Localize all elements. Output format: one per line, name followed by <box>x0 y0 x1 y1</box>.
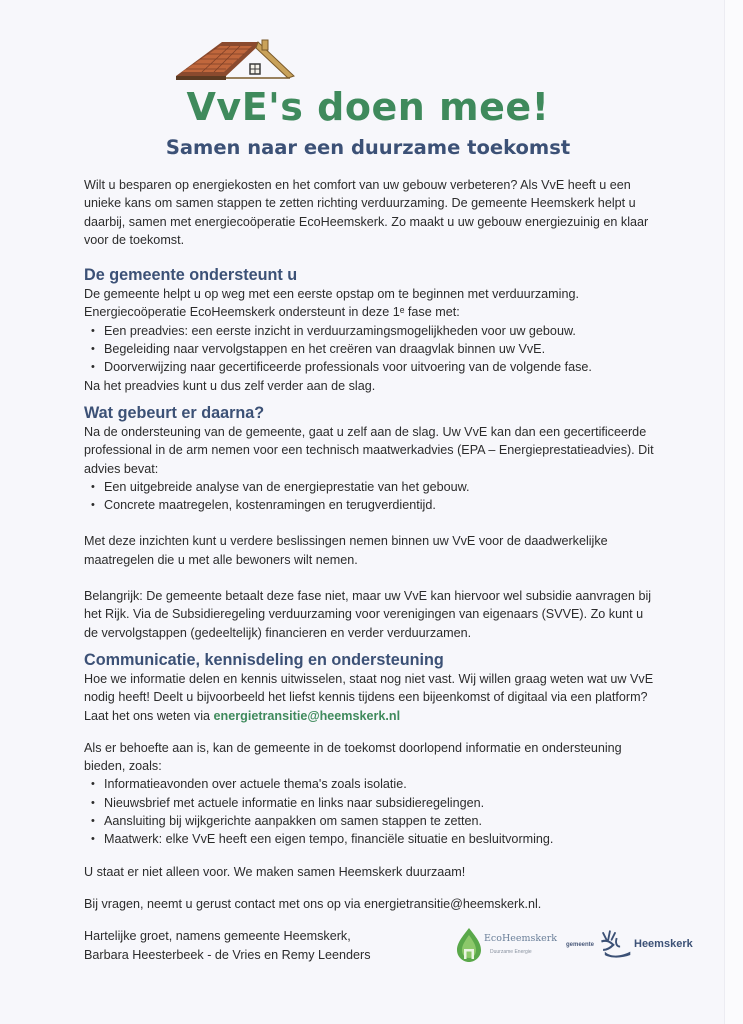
list-item: • Maatwerk: elke VvE heeft een eigen tempo, financiële situatie en besluitvorming. <box>84 830 656 848</box>
leaf-flame-icon <box>456 927 482 963</box>
section-heading-communication: Communicatie, kennisdeling en ondersteuning <box>84 650 444 669</box>
section2-important: Belangrijk: De gemeente betaalt deze fase niet, maar uw VvE kan hiervoor wel subsidie aanvragen bij het Rijk. Via de Subsidieregeling verduurzaming voor verenigingen van eigenaars (SVVE). Zo kunt u de vervolgstappen (gedeeltelijk) financieren en verder verduurzamen. <box>84 589 652 640</box>
intro-paragraph: Wilt u besparen op energiekosten en het comfort van uw gebouw verbeteren? Als VvE heeft u een unieke kans om samen stappen te zetten richting verduurzaming. De gemeente Heemskerk helpt u daarbij, samen met energiecoöperatie EcoHeemskerk. Zo maakt u uw gebouw energiezuinig en klaar voor de toekomst. <box>84 178 649 247</box>
ecoheemskerk-logo <box>456 927 556 967</box>
section3-intro-text: Hoe we informatie delen en kennis uitwisselen, staat nog niet vast. Wij willen graag weten wat uw VvE nodig heeft! Deelt u bijvoorbeeld het liefst kennis tijdens een bijeenkomst of digitaal via een platform? Laat het ons weten via <box>84 671 654 723</box>
list-item: • Informatieavonden over actuele thema's zoals isolatie. <box>84 775 656 793</box>
letter-body <box>84 176 693 971</box>
eco-logo-name: EcoHeemskerk <box>484 933 558 945</box>
section1-line: Energiecoöperatie EcoHeemskerk ondersteunt in deze 1ᵉ fase met: <box>84 305 460 320</box>
house-roof-icon <box>174 38 296 82</box>
greeting: Hartelijke groet, namens gemeente Heemskerk, <box>84 929 351 944</box>
list-item: • Een preadvies: een eerste inzicht in verduurzamingsmogelijkheden voor uw gebouw. <box>84 322 656 340</box>
section1-line: De gemeente helpt u op weg met een eerste opstap om te beginnen met verduurzaming. <box>84 287 579 302</box>
page-title: VvE's doen mee! <box>186 85 550 129</box>
gemeente-heemskerk-logo <box>566 927 693 967</box>
list-item: • Doorverwijzing naar gecertificeerde professionals voor uitvoering van de volgende fase. <box>84 358 656 376</box>
section3-paragraph: Als er behoefte aan is, kan de gemeente in de toekomst doorlopend informatie en ondersteuning bieden, zoals: <box>84 740 622 774</box>
list-item: • Nieuwsbrief met actuele informatie en links naar subsidieregelingen. <box>84 794 656 812</box>
section1-list <box>84 322 656 377</box>
list-item: • Concrete maatregelen, kostenramingen en terugverdientijd. <box>84 496 656 514</box>
hk-logo-prefix: gemeente <box>566 942 595 949</box>
section-heading-next: Wat gebeurt er daarna? <box>84 403 265 422</box>
section3-intro <box>84 670 656 725</box>
signatory-names: Barbara Heesterbeek - de Vries en Remy Leenders <box>84 947 371 962</box>
section-heading-support: De gemeente ondersteunt u <box>84 266 298 285</box>
section2-intro: Na de ondersteuning van de gemeente, gaat u zelf aan de slag. Uw VvE kan dan een gecertificeerde professional in de arm nemen voor een technisch maatwerkadvies (EPA – Energieprestatieadvies). Dit advies bevat: <box>84 424 654 476</box>
email-link[interactable]: energietransitie@heemskerk.nl <box>213 708 401 723</box>
section3-list <box>84 775 656 848</box>
signature-block <box>84 927 444 964</box>
eco-logo-tagline: Duurzame Energie <box>490 949 532 956</box>
page-subtitle: Samen naar een duurzame toekomst <box>165 136 571 159</box>
contact-line: Bij vragen, neemt u gerust contact met ons op via energietransitie@heemskerk.nl. <box>84 896 542 911</box>
hk-logo-name: Heemskerk <box>634 938 693 951</box>
page-edge <box>724 0 743 1024</box>
footer-row <box>84 927 693 971</box>
heemskerk-crest-icon <box>598 927 632 961</box>
list-item: • Aansluiting bij wijkgerichte aanpakken om samen stappen te zetten. <box>84 812 656 830</box>
list-item: • Begeleiding naar vervolgstappen en het creëren van draagvlak binnen uw VvE. <box>84 340 656 358</box>
section2-paragraph: Met deze inzichten kunt u verdere beslissingen nemen binnen uw VvE voor de daadwerkelijke maatregelen die u met alle bewoners wilt nemen. <box>84 534 608 567</box>
closing-line: U staat er niet alleen voor. We maken samen Heemskerk duurzaam! <box>84 864 466 879</box>
section1-closing: Na het preadvies kunt u dus zelf verder aan de slag. <box>84 378 376 393</box>
list-item: • Een uitgebreide analyse van de energieprestatie van het gebouw. <box>84 478 656 496</box>
section2-list <box>84 478 656 515</box>
